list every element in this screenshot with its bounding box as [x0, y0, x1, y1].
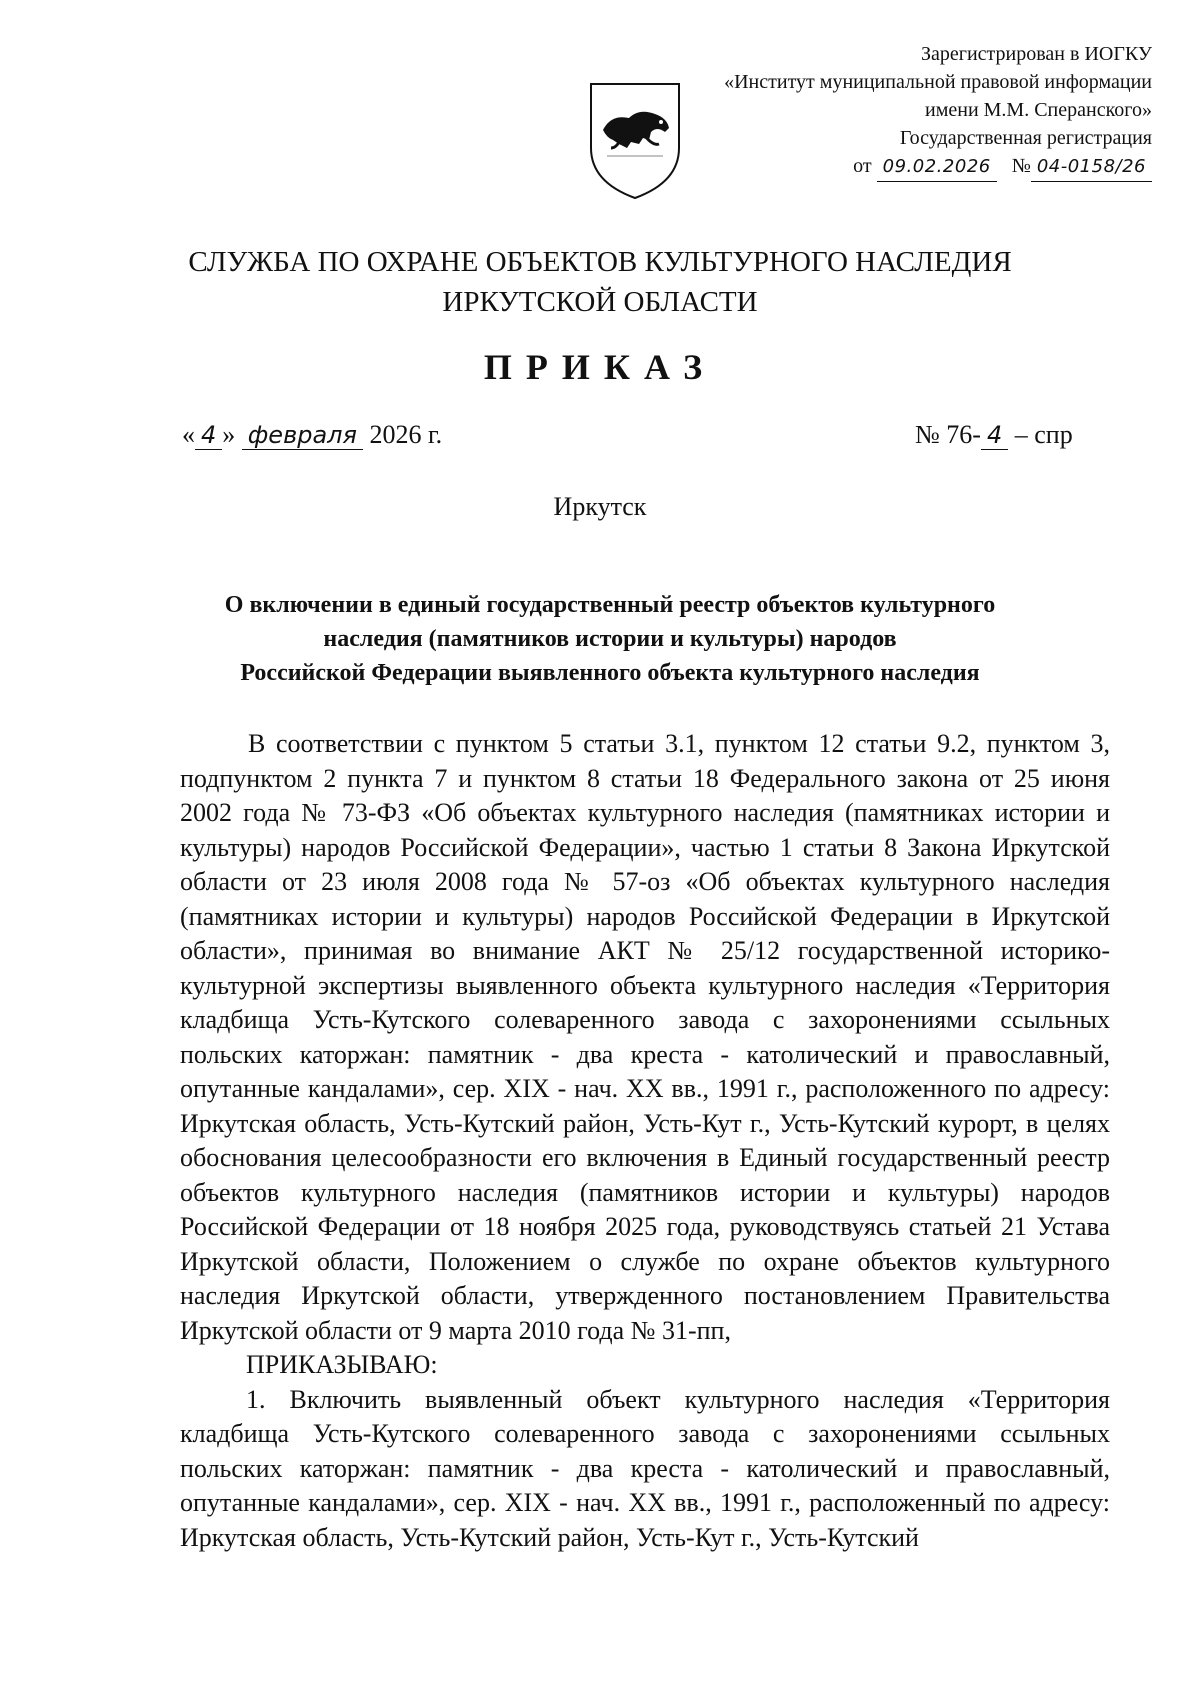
date-close-quote: »: [222, 420, 236, 449]
registration-line-3: имени М.М. Сперанского»: [925, 99, 1152, 121]
order-subject: [165, 588, 1055, 690]
registration-number-value: 04-0158/26: [1031, 153, 1152, 182]
date-open-quote: «: [182, 420, 195, 449]
subject-line-2: наследия (памятников истории и культуры) народов: [323, 626, 897, 652]
registration-line-5: [652, 152, 1152, 182]
registration-stamp: [652, 40, 1152, 182]
order-number-suffix: – спр: [1014, 420, 1073, 449]
preamble-paragraph: В соответствии с пунктом 5 статьи 3.1, пунктом 12 статьи 9.2, пунктом 3, подпунктом 2 пункта 7 и пунктом 8 статьи 18 Федерального закона от 25 июня 2002 года № 73-ФЗ «Об объектах культурного наследия (памятниках истории и культуры) народов Российской Федерации», частью 1 статьи 8 Закона Иркутской области от 23 июля 2008 года № 57-оз «Об объектах культурного наследия (памятниках истории и культуры) народов Российской Федерации в Иркутской области», принимая во внимание АКТ № 25/12 государственной историко-культурной экспертизы выявленного объекта культурного наследия «Территория кладбища Усть-Кутского солеваренного завода с захоронениями ссыльных польских каторжан: памятник - два креста - католический и православный, опутанные кандалами», сер. XIX - нач. XX вв., 1991 г., расположенного по адресу: Иркутская область, Усть-Кутский район, Усть-Кут г., Усть-Кутский курорт, в целях обоснования целесообразности его включения в Единый государственный реестр объектов культурного наследия (памятников истории и культуры) народов Российской Федерации от 18 ноября 2025 года, руководствуясь статьей 21 Устава Иркутской области, Положением о службе по охране объектов культурного наследия Иркутской области, утвержденного постановлением Правительства Иркутской области от 9 марта 2010 года № 31-пп,: [180, 729, 1110, 1345]
agency-name: [0, 242, 1200, 322]
order-body: [180, 727, 1110, 1555]
subject-line-1: О включении в единый государственный реестр объектов культурного: [224, 592, 996, 618]
order-number-prefix: № 76-: [915, 420, 981, 449]
order-title: ПРИКАЗ: [483, 347, 717, 387]
directive-paragraph: ПРИКАЗЫВАЮ:: [246, 1350, 438, 1379]
order-city: Иркутск: [553, 492, 647, 521]
registration-line-2: «Институт муниципальной правовой информации: [724, 71, 1152, 93]
registration-line-1: Зарегистрирован в ИОГКУ: [921, 43, 1152, 65]
agency-name-line-2: ИРКУТСКОЙ ОБЛАСТИ: [442, 286, 758, 318]
registration-date-prefix: от: [853, 155, 872, 177]
registration-number-prefix: №: [1011, 155, 1031, 177]
registration-line-4: Государственная регистрация: [899, 127, 1152, 149]
item-1-paragraph: 1. Включить выявленный объект культурного наследия «Территория кладбища Усть-Кутского солеваренного завода с захоронениями ссыльных польских каторжан: памятник - два креста - католический и православный, опутанные кандалами», сер. XIX - нач. XX вв., 1991 г., расположенный по адресу: Иркутская область, Усть-Кутский район, Усть-Кут г., Усть-Кутский: [180, 1384, 1110, 1552]
agency-name-line-1: СЛУЖБА ПО ОХРАНЕ ОБЪЕКТОВ КУЛЬТУРНОГО НАСЛЕДИЯ: [188, 246, 1012, 278]
order-date: [182, 420, 442, 450]
order-day: 4: [195, 421, 222, 450]
order-year: 2026 г.: [369, 420, 443, 449]
order-number-hand: 4: [981, 421, 1008, 450]
subject-line-3: Российской Федерации выявленного объекта культурного наследия: [240, 660, 980, 686]
registration-date-value: 09.02.2026: [877, 153, 997, 182]
order-number: [915, 420, 1073, 450]
order-month: февраля: [242, 421, 363, 450]
